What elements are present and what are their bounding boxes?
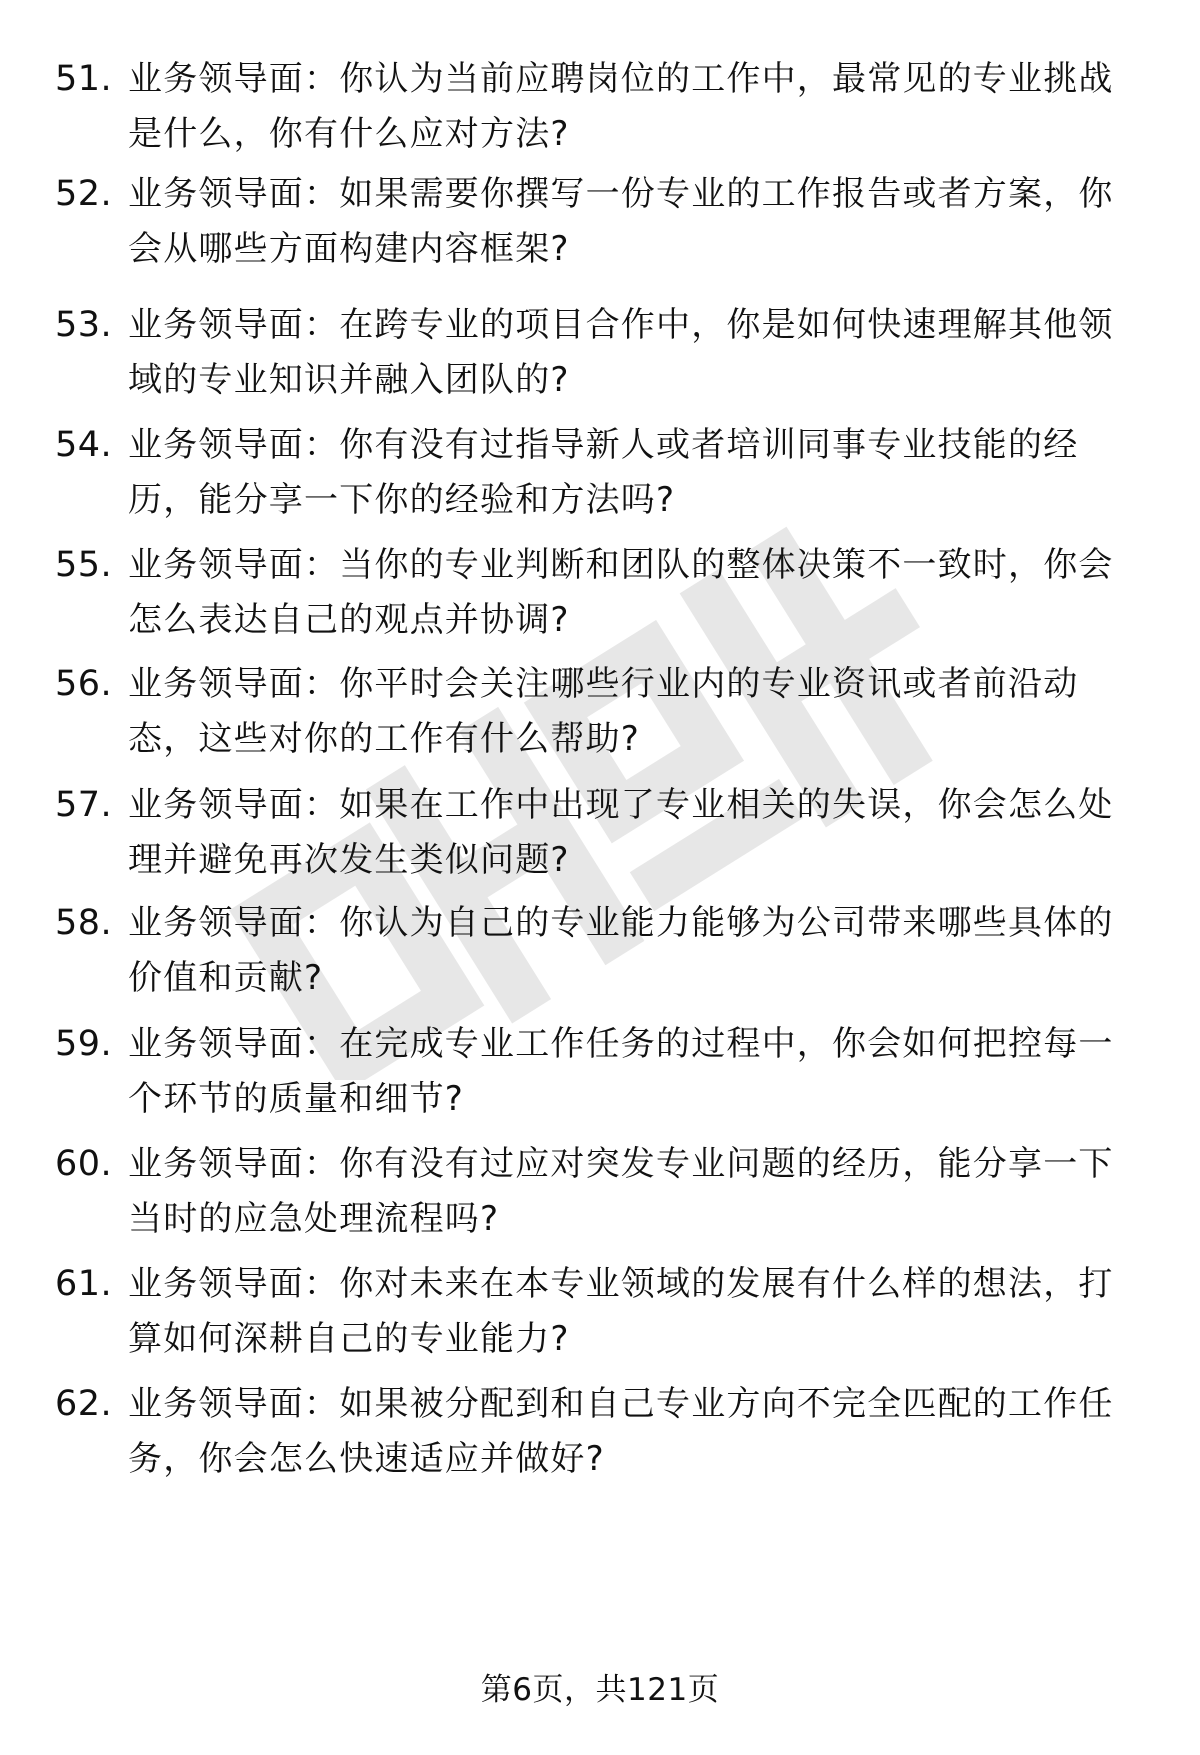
question-line: 业务领导面：在完成专业工作任务的过程中，你会如何把控每一: [128, 1024, 1114, 1064]
question-line: 是什么，你有什么应对方法?: [128, 114, 570, 154]
question-text: [128, 657, 1148, 767]
question-line: 价值和贡献?: [128, 958, 324, 998]
question-line: 业务领导面：如果需要你撰写一份专业的工作报告或者方案，你: [128, 174, 1114, 214]
question-line: 个环节的质量和细节?: [128, 1079, 465, 1119]
question-line: 业务领导面：你有没有过应对突发专业问题的经历，能分享一下: [128, 1144, 1114, 1184]
question-item: [0, 1137, 1200, 1247]
question-line: 历，能分享一下你的经验和方法吗?: [128, 480, 676, 520]
question-number: 60.: [55, 1144, 113, 1184]
question-number: 61.: [55, 1264, 113, 1304]
question-number: 56.: [55, 664, 113, 704]
question-line: 业务领导面：你认为自己的专业能力能够为公司带来哪些具体的: [128, 903, 1114, 943]
question-number: 59.: [55, 1024, 113, 1064]
question-item: [0, 418, 1200, 528]
question-text: [128, 896, 1148, 1006]
question-text: [128, 52, 1148, 162]
question-line: 业务领导面：如果被分配到和自己专业方向不完全匹配的工作任: [128, 1384, 1114, 1424]
question-line: 业务领导面：你认为当前应聘岗位的工作中，最常见的专业挑战: [128, 59, 1114, 99]
question-item: [0, 657, 1200, 767]
question-item: [0, 1017, 1200, 1127]
question-number: 54.: [55, 425, 113, 465]
question-number: 52.: [55, 174, 113, 214]
question-line: 业务领导面：你有没有过指导新人或者培训同事专业技能的经: [128, 425, 1079, 465]
question-item: [0, 52, 1200, 162]
question-line: 域的专业知识并融入团队的?: [128, 360, 570, 400]
question-text: [128, 1017, 1148, 1127]
question-text: [128, 1377, 1148, 1487]
question-text: [128, 167, 1148, 277]
question-number: 55.: [55, 545, 113, 585]
question-item: [0, 167, 1200, 277]
question-line: 态，这些对你的工作有什么帮助?: [128, 719, 641, 759]
question-number: 58.: [55, 903, 113, 943]
question-line: 理并避免再次发生类似问题?: [128, 840, 570, 880]
question-line: 业务领导面：在跨专业的项目合作中，你是如何快速理解其他领: [128, 305, 1114, 345]
question-text: [128, 418, 1148, 528]
question-text: [128, 1257, 1148, 1367]
question-item: [0, 778, 1200, 888]
question-item: [0, 1257, 1200, 1367]
question-number: 51.: [55, 59, 113, 99]
question-item: [0, 896, 1200, 1006]
question-text: [128, 538, 1148, 648]
question-line: 怎么表达自己的观点并协调?: [128, 600, 570, 640]
question-number: 53.: [55, 305, 113, 345]
question-line: 业务领导面：当你的专业判断和团队的整体决策不一致时，你会: [128, 545, 1114, 585]
question-line: 务，你会怎么快速适应并做好?: [128, 1439, 605, 1479]
question-line: 会从哪些方面构建内容框架?: [128, 229, 570, 269]
question-line: 业务领导面：你平时会关注哪些行业内的专业资讯或者前沿动: [128, 664, 1079, 704]
question-text: [128, 1137, 1148, 1247]
question-number: 57.: [55, 785, 113, 825]
question-item: [0, 298, 1200, 408]
question-number: 62.: [55, 1384, 113, 1424]
question-text: [128, 298, 1148, 408]
question-line: 业务领导面：你对未来在本专业领域的发展有什么样的想法，打: [128, 1264, 1114, 1304]
question-line: 当时的应急处理流程吗?: [128, 1199, 500, 1239]
question-line: 算如何深耕自己的专业能力?: [128, 1319, 570, 1359]
question-item: [0, 538, 1200, 648]
question-item: [0, 1377, 1200, 1487]
page-footer: 第6页，共121页: [480, 1672, 720, 1708]
question-line: 业务领导面：如果在工作中出现了专业相关的失误，你会怎么处: [128, 785, 1114, 825]
question-text: [128, 778, 1148, 888]
